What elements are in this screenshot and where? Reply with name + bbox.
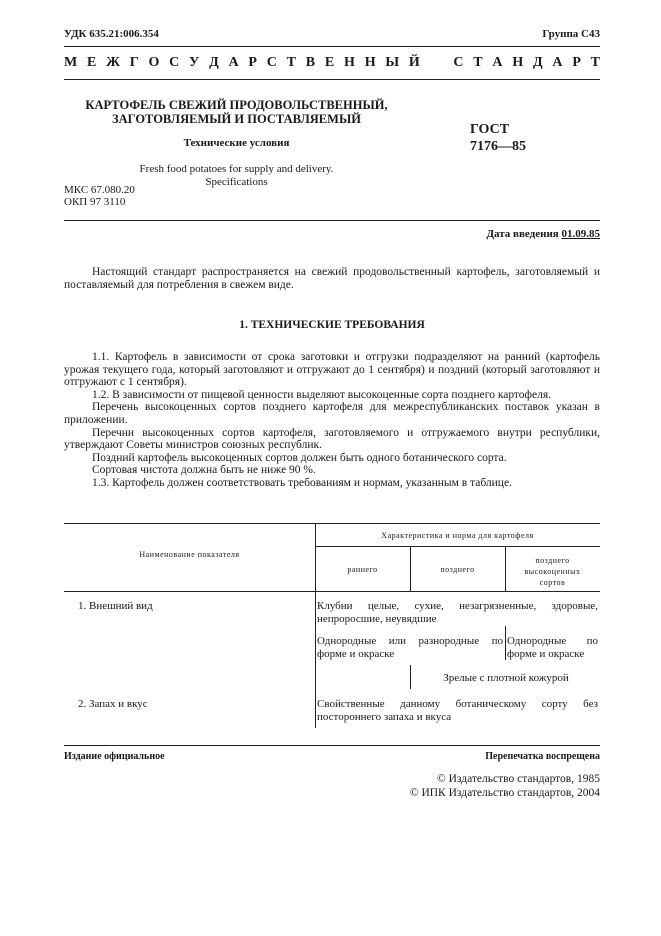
banner-letter: Ж [106,55,120,70]
header-rule-top [64,46,600,47]
header-valuable-line-1: позднего [535,556,570,565]
table-col-divider-main [315,523,316,728]
banner-letter: Е [324,55,335,70]
footer-rule [64,745,600,746]
reprint-notice: Перепечатка воспрещена [485,751,600,762]
banner-letter: А [552,55,563,70]
banner-letter: Д [209,55,219,70]
document-title [64,98,409,126]
gost-designation [470,121,526,155]
banner-letter: О [148,55,160,70]
banner-letter: А [492,55,503,70]
row-appearance-early-late: Однородные или разнородные по форме и окраске [317,635,503,660]
paragraph-republic-lists: Перечни высокоценных сортов картофеля, заготовляемого и отгружаемого внутри республики, утверждают Советы министров союзных республик. [64,426,600,452]
banner-letter: Т [590,55,600,70]
row-taste-label: 2. Запах и вкус [78,698,148,710]
paragraph-single-variety: Поздний картофель высокоценных сортов должен быть одного ботанического сорта. [92,451,507,464]
group-code: Группа С43 [542,28,600,40]
official-edition: Издание официальное [64,751,165,762]
table-top-rule [64,523,600,524]
gost-label: ГОСТ [470,122,510,137]
banner-letter: С [453,55,464,70]
banner-letter: Н [364,55,376,70]
introduction-date [486,228,600,240]
row-appearance-valuable: Однородные по форме и окраске [507,635,598,660]
banner-letter [430,55,444,71]
intro-paragraph [64,266,600,291]
banner-letter: М [64,55,78,70]
english-title-line-2: Specifications [205,176,268,188]
row-appearance-label: 1. Внешний вид [78,600,153,612]
banner-letter: Р [572,55,581,70]
banner-letter: Ы [385,55,400,70]
paragraph-list-location: Перечень высокоценных сортов позднего картофеля для межреспубликанских поставок указан в приложении. [64,401,600,426]
banner-letter: Т [473,55,483,70]
banner-letter: Д [532,55,543,70]
classification-codes [64,184,135,208]
section-body [64,351,600,490]
banner-letter: Н [344,55,355,70]
banner-letter: Е [87,55,97,70]
banner-letter: С [266,55,277,70]
paragraph-1-3: 1.3. Картофель должен соответствовать требованиям и нормам, указанным в таблице. [92,476,512,489]
section-heading: 1. ТЕХНИЧЕСКИЕ ТРЕБОВАНИЯ [239,319,425,331]
banner-letter: Н [512,55,524,70]
paragraph-1-2: 1.2. В зависимости от пищевой ценности выделяют высокоценные сорта позднего картофеля. [92,388,552,401]
header-early: раннего [347,565,378,574]
english-title-line-1: Fresh food potatoes for supply and delivery. [139,163,334,175]
banner-letter: У [189,55,200,70]
copyright-2004: © ИПК Издательство стандартов, 2004 [409,787,600,799]
intro-text: Настоящий стандарт распространяется на свежий продовольственный картофель, заготовляемый и поставляемый для потребления в свежем виде. [64,266,600,291]
okp-code: ОКП 97 3110 [64,196,126,208]
table-group-rule [315,546,600,547]
title-line-1: КАРТОФЕЛЬ СВЕЖИЙ ПРОДОВОЛЬСТВЕННЫЙ, [85,98,388,112]
interstate-standard-banner [64,55,600,71]
gost-number: 7176—85 [470,139,526,154]
date-rule [64,220,600,221]
table-header-rule [64,591,600,592]
banner-letter: А [228,55,239,70]
header-characteristic-group: Характеристика и норма для картофеля [381,531,534,540]
header-late-valuable [505,555,600,588]
row-taste-all: Свойственные данному ботаническому сорту без постороннего запаха и вкуса [317,698,598,723]
document-subtitle: Технические условия [183,137,290,149]
copyright-block [410,772,600,800]
row-appearance-all: Клубни целые, сухие, незагрязненные, здоровые, непроросшие, неувядшие [317,600,598,625]
banner-letter: С [169,55,180,70]
banner-letter: В [305,55,316,70]
paragraph-purity: Сортовая чистота должна быть не ниже 90 %. [92,464,316,477]
header-valuable-line-2: высокоценных [524,567,581,576]
header-valuable-line-3: сортов [539,578,566,587]
mks-code: МКС 67.080.20 [64,184,135,196]
header-late: позднего [440,565,475,574]
copyright-1985: © Издательство стандартов, 1985 [436,773,600,785]
header-indicator-name: Наименование показателя [139,550,240,559]
banner-letter: Й [408,55,420,70]
banner-letter: Т [286,55,297,70]
table-body-divider-early [410,665,411,689]
banner-letter: Г [129,55,139,70]
udk-code: УДК 635.21:006.354 [64,28,159,40]
row-appearance-late-valuable: Зрелые с плотной кожурой [443,672,569,684]
date-value: 01.09.85 [561,228,600,240]
table-body-divider-valuable [505,626,506,660]
date-label: Дата введения [486,228,559,240]
header-rule-bottom [64,79,600,80]
paragraph-1-1: 1.1. Картофель в зависимости от срока заготовки и отгрузки подразделяют на ранний (картофель урожая текущего года, который заготовляют и отгружают до 1 сентября) и поздний (который заготовляют и отгружают с 1 сентября). [64,351,600,389]
title-line-2: ЗАГОТОВЛЯЕМЫЙ И ПОСТАВЛЯЕМЫЙ [112,112,361,126]
banner-letter: Р [248,55,257,70]
